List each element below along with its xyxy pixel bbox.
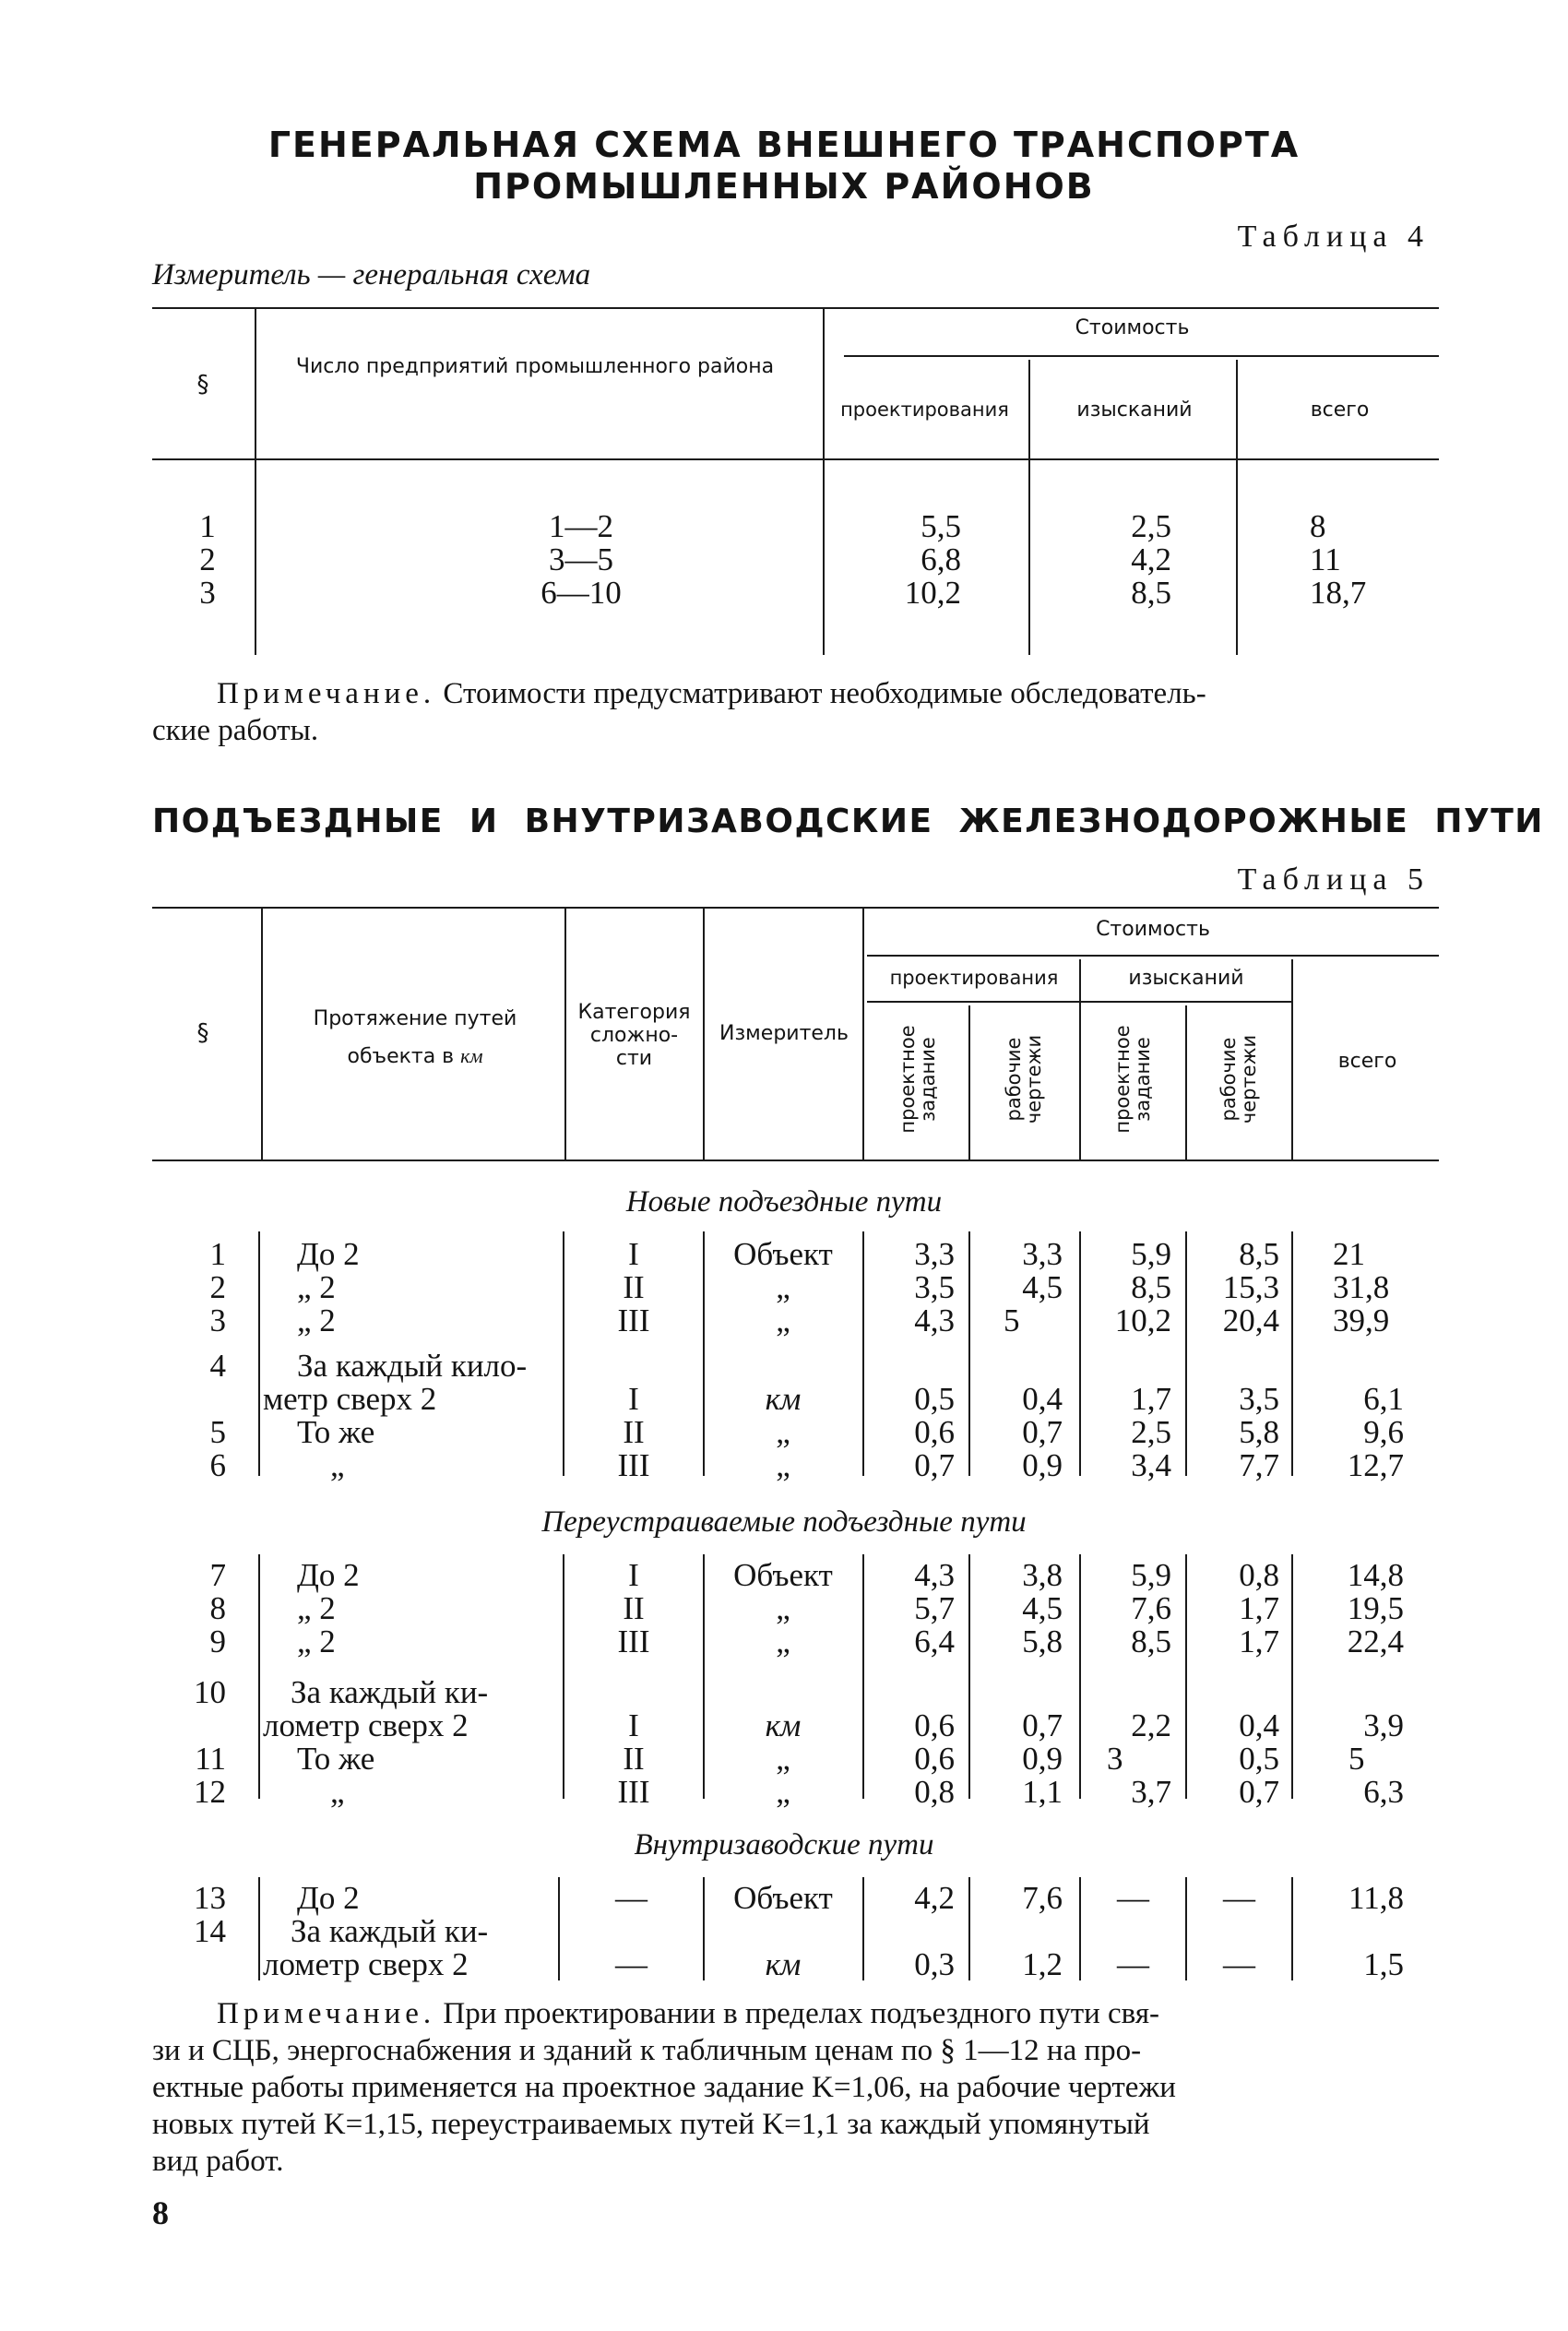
t5-header-cost: Стоимость	[1096, 918, 1210, 941]
t5-header-total: всего	[1337, 1050, 1397, 1073]
title-1-line2: ПРОМЫШЛЕННЫХ РАЙОНОВ	[473, 166, 1095, 207]
note-2-line1: Примечание. При проектировании в пределах подъездного пути свя-	[217, 1997, 1160, 2030]
title-2: ПОДЪЕЗДНЫЕ И ВНУТРИЗАВОДСКИЕ ЖЕЛЕЗНОДОРОЖНЫЕ ПУТИ	[152, 803, 1544, 840]
t4-col-range: 1—2 3—5 6—10	[540, 508, 622, 611]
title-1-line1: ГЕНЕРАЛЬНАЯ СХЕМА ВНЕШНЕГО ТРАНСПОРТА	[267, 125, 1301, 165]
t5-header-survey: изысканий	[1128, 967, 1244, 990]
group-rebuilt-tracks: Переустраиваемые подъездные пути	[541, 1505, 1027, 1539]
note-2-line5: вид работ.	[152, 2145, 284, 2178]
t5-header-par: §	[196, 1019, 209, 1047]
table-4-label: Таблица 4	[1237, 220, 1430, 254]
t4-header-enterprises: Число предприятий промышленного района	[295, 355, 775, 378]
t5-header-length: Протяжение путей объекта в км	[313, 1007, 517, 1068]
t4-header-survey: изысканий	[1076, 398, 1193, 422]
note-1-line2: ские работы.	[152, 714, 319, 747]
t4-header-total: всего	[1310, 398, 1370, 422]
page-number: 8	[152, 2194, 169, 2231]
t5-header-survey-drawings: рабочие чертежи	[1218, 1034, 1260, 1124]
note-2-line4: новых путей K=1,15, переустраиваемых путей K=1,1 за каждый упомянутый	[152, 2108, 1150, 2141]
t5-header-meter: Измеритель	[719, 1022, 849, 1045]
t5-header-design-drawings: рабочие чертежи	[1003, 1034, 1045, 1124]
meter-label: Измеритель — генеральная схема	[152, 258, 591, 291]
t4-header-design: проектирования	[840, 398, 1009, 421]
table-5-label: Таблица 5	[1237, 862, 1430, 897]
group-internal-tracks: Внутризаводские пути	[634, 1828, 934, 1861]
t4-col-total: 8 11 18,7	[1310, 508, 1367, 611]
t4-col-design: 5,5 6,8 10,2	[904, 508, 961, 611]
t5-header-survey-task: проектное задание	[1111, 1025, 1154, 1134]
t4-header-cost: Стоимость	[1075, 316, 1190, 339]
note-2-line3: ектные работы применяется на проектное задание K=1,06, на рабочие чертежи	[152, 2071, 1176, 2104]
t5-header-design: проектирования	[889, 967, 1059, 989]
t4-header-par: §	[196, 371, 209, 398]
t4-col-survey: 2,5 4,2 8,5	[1131, 508, 1171, 611]
group-new-tracks: Новые подъездные пути	[625, 1185, 943, 1219]
t5-header-design-task: проектное задание	[897, 1025, 939, 1134]
t4-col-par: 1 2 3	[199, 508, 216, 611]
t5-header-category: Категория сложно- сти	[577, 1001, 691, 1070]
note-2-line2: зи и СЦБ, энергоснабжения и зданий к табличным ценам по § 1—12 на про-	[152, 2034, 1142, 2067]
note-1-line1: Примечание. Стоимости предусматривают необходимые обследователь-	[217, 677, 1206, 710]
